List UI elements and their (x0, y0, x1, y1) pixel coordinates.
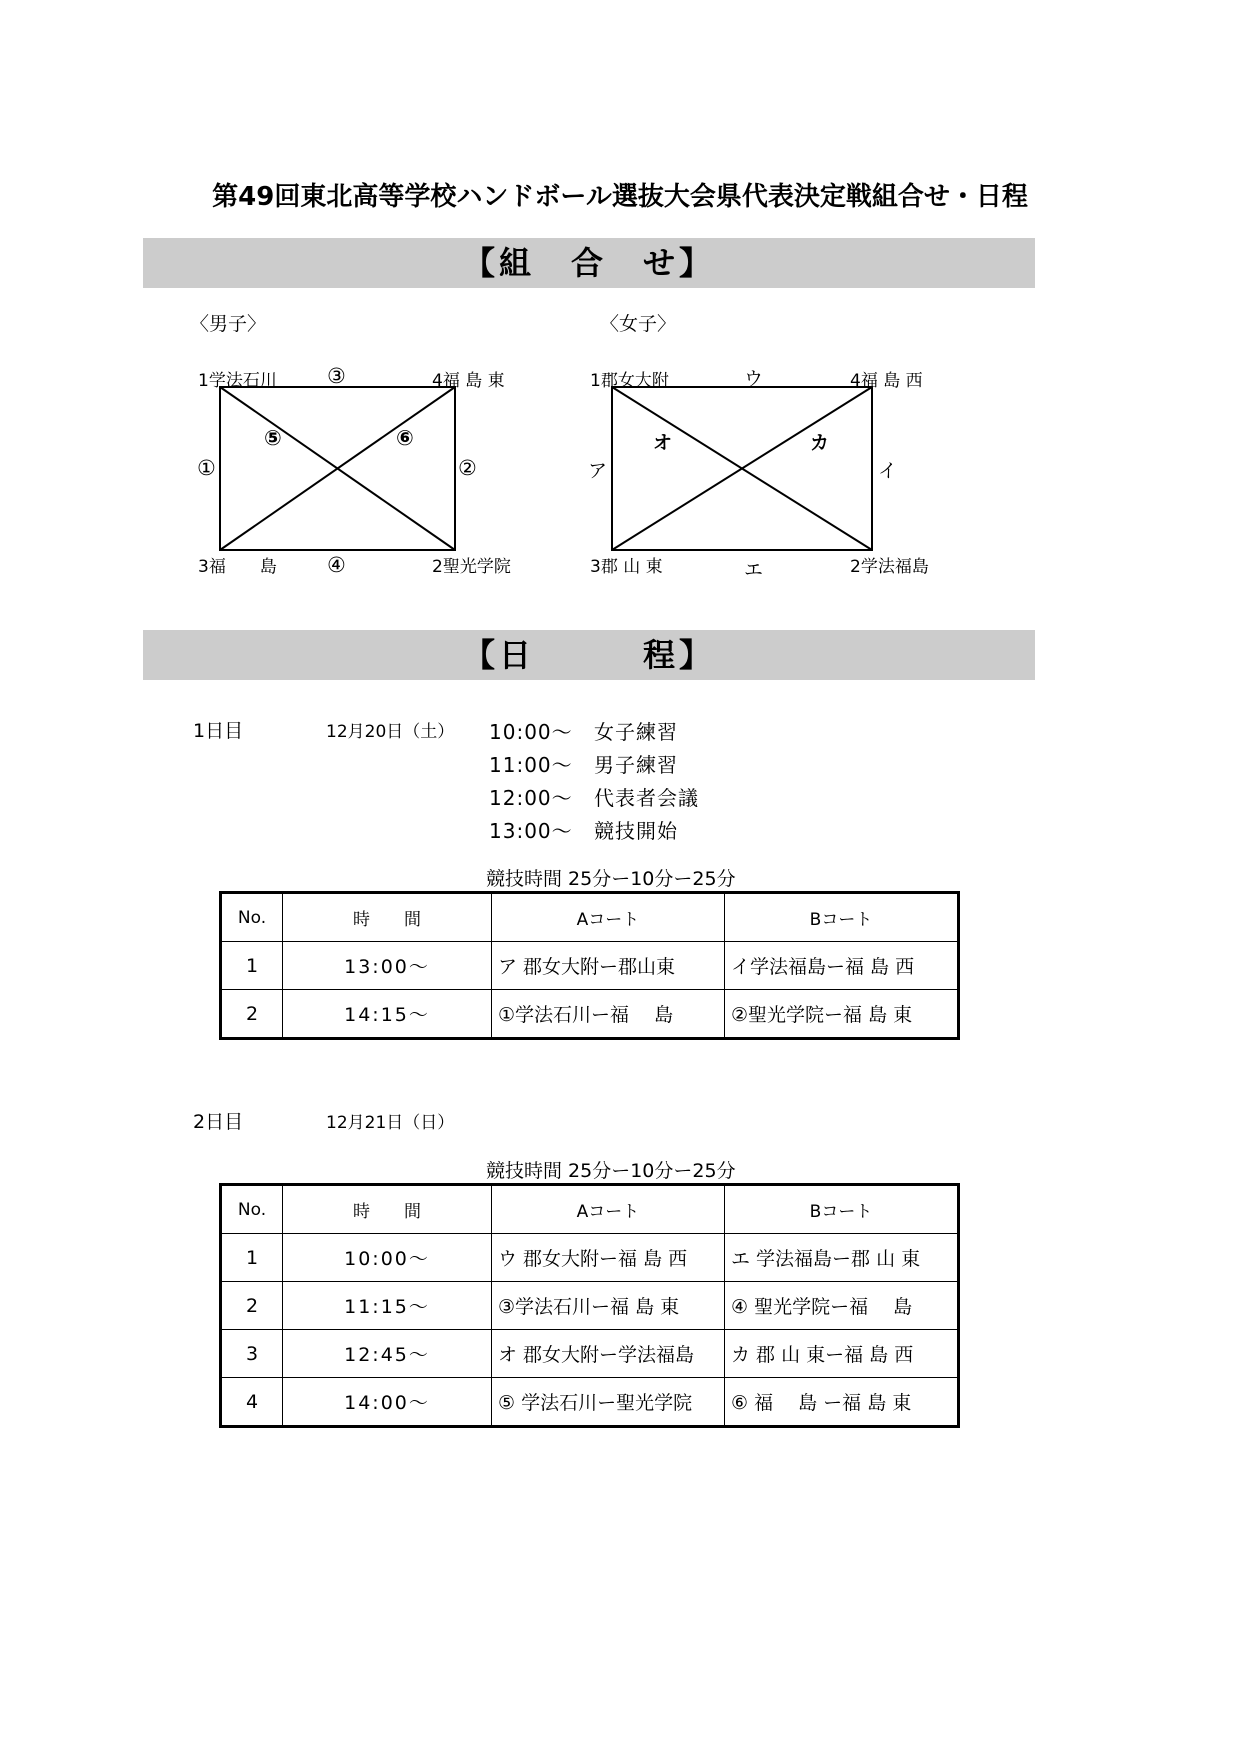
boys-match-3: ③ (327, 364, 346, 388)
table-row (221, 1234, 959, 1282)
girls-match-u: ウ (744, 368, 764, 390)
day1-event-name: 女子練習 (594, 720, 678, 744)
table-row (221, 942, 959, 990)
row-time: 14:00～ (283, 1378, 492, 1427)
table-row (221, 1282, 959, 1330)
girls-match-e: エ (744, 559, 764, 581)
header-time: 時 間 (283, 1185, 492, 1234)
day1-event-name: 男子練習 (594, 753, 678, 777)
row-no: 2 (221, 990, 283, 1039)
day1-date: 12月20日（土） (326, 722, 455, 742)
header-no: No. (221, 893, 283, 942)
table-row (221, 1378, 959, 1427)
boys-team-3: 3福 島 (198, 557, 277, 577)
day1-schedule-table (219, 891, 960, 1040)
row-time: 12:45～ (283, 1330, 492, 1378)
row-time: 13:00～ (283, 942, 492, 990)
table-header-row (221, 1185, 959, 1234)
day2-label: 2日目 (193, 1111, 244, 1133)
row-no: 1 (221, 942, 283, 990)
girls-match-i: イ (878, 460, 898, 482)
day1-label: 1日目 (193, 720, 244, 742)
combination-heading: 【組 合 せ】 (462, 244, 715, 282)
day1-event-time: 12:00～ (489, 786, 573, 810)
row-no: 3 (221, 1330, 283, 1378)
girls-match-a: ア (588, 460, 608, 482)
header-time: 時 間 (283, 893, 492, 942)
row-b-court: ⑥ 福 島 ー福 島 東 (725, 1378, 959, 1427)
row-time: 11:15～ (283, 1282, 492, 1330)
row-b-court: カ 郡 山 東ー福 島 西 (725, 1330, 959, 1378)
table-header-row (221, 893, 959, 942)
girls-bracket (612, 387, 872, 550)
row-time: 14:15～ (283, 990, 492, 1039)
boys-match-2: ② (458, 456, 477, 480)
boys-team-4: 4福 島 東 (432, 371, 505, 391)
schedule-heading: 【日 程】 (462, 636, 715, 674)
page-title: 第49回東北高等学校ハンドボール選抜大会県代表決定戦組合せ・日程 (212, 182, 1028, 212)
row-a-court: オ 郡女大附ー学法福島 (492, 1330, 725, 1378)
day1-event-name: 競技開始 (594, 819, 678, 843)
row-a-court: ①学法石川ー福 島 (492, 990, 725, 1039)
row-time: 10:00～ (283, 1234, 492, 1282)
girls-team-3: 3郡 山 東 (590, 557, 663, 577)
girls-match-ka: カ (810, 432, 830, 454)
day1-event-time: 13:00～ (489, 819, 573, 843)
girls-team-4: 4福 島 西 (850, 371, 923, 391)
table-row (221, 990, 959, 1039)
row-no: 2 (221, 1282, 283, 1330)
header-b-court: Bコート (725, 1185, 959, 1234)
header-b-court: Bコート (725, 893, 959, 942)
row-no: 4 (221, 1378, 283, 1427)
table-row (221, 1330, 959, 1378)
boys-team-1: 1学法石川 (198, 371, 277, 391)
girls-label: 〈女子〉 (600, 313, 677, 335)
header-a-court: Aコート (492, 1185, 725, 1234)
day2-date: 12月21日（日） (326, 1113, 455, 1133)
day1-duration: 競技時間 25分ー10分ー25分 (486, 868, 736, 890)
boys-match-5: ⑤ (264, 426, 282, 450)
row-b-court: ④ 聖光学院ー福 島 (725, 1282, 959, 1330)
row-b-court: ②聖光学院ー福 島 東 (725, 990, 959, 1039)
boys-match-4: ④ (327, 553, 346, 577)
row-b-court: イ学法福島ー福 島 西 (725, 942, 959, 990)
boys-match-6: ⑥ (396, 426, 414, 450)
boys-match-1: ① (197, 456, 216, 480)
girls-match-o: オ (653, 432, 673, 454)
boys-label: 〈男子〉 (190, 313, 267, 335)
row-a-court: ウ 郡女大附ー福 島 西 (492, 1234, 725, 1282)
row-b-court: エ 学法福島ー郡 山 東 (725, 1234, 959, 1282)
girls-team-2: 2学法福島 (850, 557, 929, 577)
row-a-court: ⑤ 学法石川ー聖光学院 (492, 1378, 725, 1427)
schedule-banner (143, 630, 1035, 680)
day2-duration: 競技時間 25分ー10分ー25分 (486, 1160, 736, 1182)
header-no: No. (221, 1185, 283, 1234)
row-no: 1 (221, 1234, 283, 1282)
header-a-court: Aコート (492, 893, 725, 942)
row-a-court: ア 郡女大附ー郡山東 (492, 942, 725, 990)
boys-team-2: 2聖光学院 (432, 557, 511, 577)
row-a-court: ③学法石川ー福 島 東 (492, 1282, 725, 1330)
day1-event-time: 11:00～ (489, 753, 573, 777)
day1-event-name: 代表者会議 (594, 786, 699, 810)
day1-event-time: 10:00～ (489, 720, 573, 744)
girls-team-1: 1郡女大附 (590, 371, 669, 391)
day2-schedule-table (219, 1183, 960, 1428)
boys-bracket (220, 387, 455, 550)
